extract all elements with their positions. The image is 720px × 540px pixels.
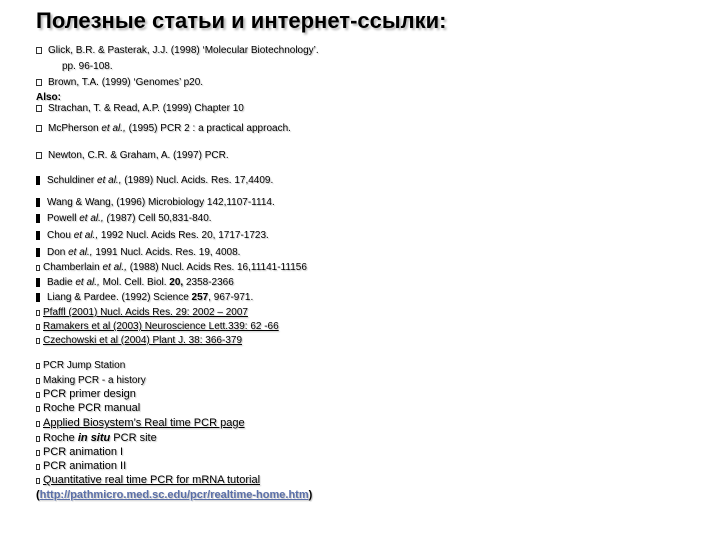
reference-don: [36, 246, 240, 259]
volume-text: 257: [191, 292, 209, 303]
reference-text: Brown, T.A. (1999) ‘Genomes’ p20.: [48, 77, 204, 88]
link-item-animation-2: [36, 460, 126, 473]
bullet-icon: [36, 464, 40, 470]
reference-ramakers: [36, 320, 279, 333]
bullet-icon: [36, 176, 40, 185]
et-al-text: et al.,: [68, 247, 93, 258]
making-pcr-link[interactable]: Making PCR - a history: [43, 375, 146, 386]
roche-manual-link[interactable]: Roche PCR manual: [43, 402, 141, 414]
bullet-icon: [36, 214, 40, 223]
link-item-roche-manual: [36, 402, 140, 415]
reference-text: Mol. Cell. Biol.: [99, 277, 170, 288]
bullet-icon: [36, 125, 42, 132]
reference-text: Powell: [47, 213, 80, 224]
primer-design-link[interactable]: PCR primer design: [43, 388, 136, 400]
pfaffl-link[interactable]: Pfaffl (2001) Nucl. Acids Res. 29: 2002 – 2007: [43, 307, 248, 318]
reference-text: 1992 Nucl. Acids Res. 20, 1717-1723.: [98, 230, 269, 241]
reference-liang: [36, 291, 253, 304]
reference-text: Newton, C.R. & Graham, A. (1997) PCR.: [48, 150, 229, 161]
reference-badie: [36, 276, 234, 289]
et-al-text: et al.,: [97, 175, 122, 186]
bullet-icon: [36, 338, 40, 344]
pcr-animation-1-link[interactable]: PCR animation I: [43, 446, 124, 458]
reference-text: 1987) Cell 50,831-840.: [109, 213, 212, 224]
bullet-icon: [36, 436, 40, 442]
reference-text: McPherson: [48, 123, 102, 134]
et-al-text: et al.,: [75, 277, 100, 288]
paren-close: ): [308, 489, 313, 501]
reference-newton: [36, 149, 229, 162]
reference-text: Liang & Pardee. (1992) Science: [47, 292, 192, 303]
reference-text: (1995) PCR 2 : a practical approach.: [125, 123, 291, 134]
reference-text: , 967-971.: [208, 292, 254, 303]
also-label: Also:: [36, 92, 61, 103]
bullet-icon: [36, 406, 40, 412]
link-text: PCR site: [110, 432, 157, 444]
bullet-icon: [36, 105, 42, 112]
realtime-home-url-link[interactable]: http://pathmicro.med.sc.edu/pcr/realtime-home.htm: [39, 489, 309, 501]
paren-open: (: [36, 489, 40, 501]
bullet-icon: [36, 450, 40, 456]
reference-text: Strachan, T. & Read, A.P. (1999) Chapter 10: [48, 103, 244, 114]
bullet-icon: [36, 278, 40, 287]
pcr-jump-station-link[interactable]: PCR Jump Station: [43, 360, 126, 371]
reference-text: (1988) Nucl. Acids Res. 16,11141-11156: [126, 262, 307, 273]
reference-chamberlain: [36, 261, 307, 274]
reference-schuldiner: [36, 174, 273, 187]
reference-brown: [36, 76, 203, 89]
reference-chou: [36, 229, 269, 242]
reference-text: pp. 96-108.: [62, 61, 113, 72]
czechowski-link[interactable]: Czechowski et al (2004) Plant J. 38: 366-379: [43, 335, 242, 346]
reference-text: Badie: [47, 277, 76, 288]
link-item-pcr-jump: [36, 359, 125, 372]
link-item-roche-insitu: [36, 432, 157, 445]
reference-text: (1989) Nucl. Acids. Res. 17,4409.: [121, 175, 274, 186]
bullet-icon: [36, 265, 40, 271]
et-al-text: et al.,: [101, 123, 126, 134]
reference-text: 2358-2366: [183, 277, 234, 288]
link-item-applied-biosystems: [36, 417, 245, 430]
bullet-icon: [36, 152, 42, 159]
et-al-text: et al., (: [79, 213, 110, 224]
bullet-icon: [36, 310, 40, 316]
reference-text: Chou: [47, 230, 74, 241]
quantitative-pcr-tutorial-link[interactable]: Quantitative real time PCR for mRNA tutorial: [43, 474, 261, 486]
reference-glick: [36, 44, 319, 57]
applied-biosystems-link[interactable]: Applied Biosystem’s Real time PCR page: [43, 417, 245, 429]
reference-pfaffl: [36, 306, 248, 319]
ramakers-link[interactable]: Ramakers et al (2003) Neuroscience Lett.339: 62 -66: [43, 321, 279, 332]
link-item-making-pcr: [36, 374, 146, 387]
reference-text: Wang & Wang, (1996) Microbiology 142,1107-1114.: [47, 197, 275, 208]
bullet-icon: [36, 248, 40, 257]
pcr-animation-2-link[interactable]: PCR animation II: [43, 460, 127, 472]
in-situ-text: in situ: [77, 432, 111, 444]
volume-text: 20,: [169, 277, 184, 288]
page-title: Полезные статьи и интернет-ссылки:: [36, 8, 447, 33]
bullet-icon: [36, 293, 40, 302]
et-al-text: et al.,: [73, 230, 99, 241]
bullet-icon: [36, 231, 40, 240]
et-al-text: et al.,: [102, 262, 127, 273]
reference-text: 1991 Nucl. Acids. Res. 19, 4008.: [92, 247, 241, 258]
reference-text: Schuldiner: [47, 175, 98, 186]
reference-text: Chamberlain: [43, 262, 103, 273]
reference-strachan: [36, 102, 244, 115]
reference-text: Don: [47, 247, 69, 258]
reference-mcpherson: [36, 122, 291, 135]
reference-wang: [36, 196, 275, 209]
link-item-primer-design: [36, 388, 136, 401]
link-item-url: [36, 489, 312, 502]
bullet-icon: [36, 421, 40, 427]
bullet-icon: [36, 363, 40, 369]
bullet-icon: [36, 378, 40, 384]
bullet-icon: [36, 392, 40, 398]
roche-insitu-link[interactable]: [43, 432, 157, 444]
link-item-quantitative: [36, 474, 260, 487]
reference-text: Glick, B.R. & Pasterak, J.J. (1998) ‘Molecular Biotechnology’.: [48, 45, 319, 56]
reference-czechowski: [36, 334, 242, 347]
bullet-icon: [36, 47, 42, 54]
link-item-animation-1: [36, 446, 123, 459]
bullet-icon: [36, 478, 40, 484]
bullet-icon: [36, 79, 42, 86]
bullet-icon: [36, 324, 40, 330]
reference-glick-pages: [36, 60, 113, 73]
bullet-icon: [36, 198, 40, 207]
reference-powell: [36, 212, 212, 225]
link-text: Roche: [43, 432, 78, 444]
